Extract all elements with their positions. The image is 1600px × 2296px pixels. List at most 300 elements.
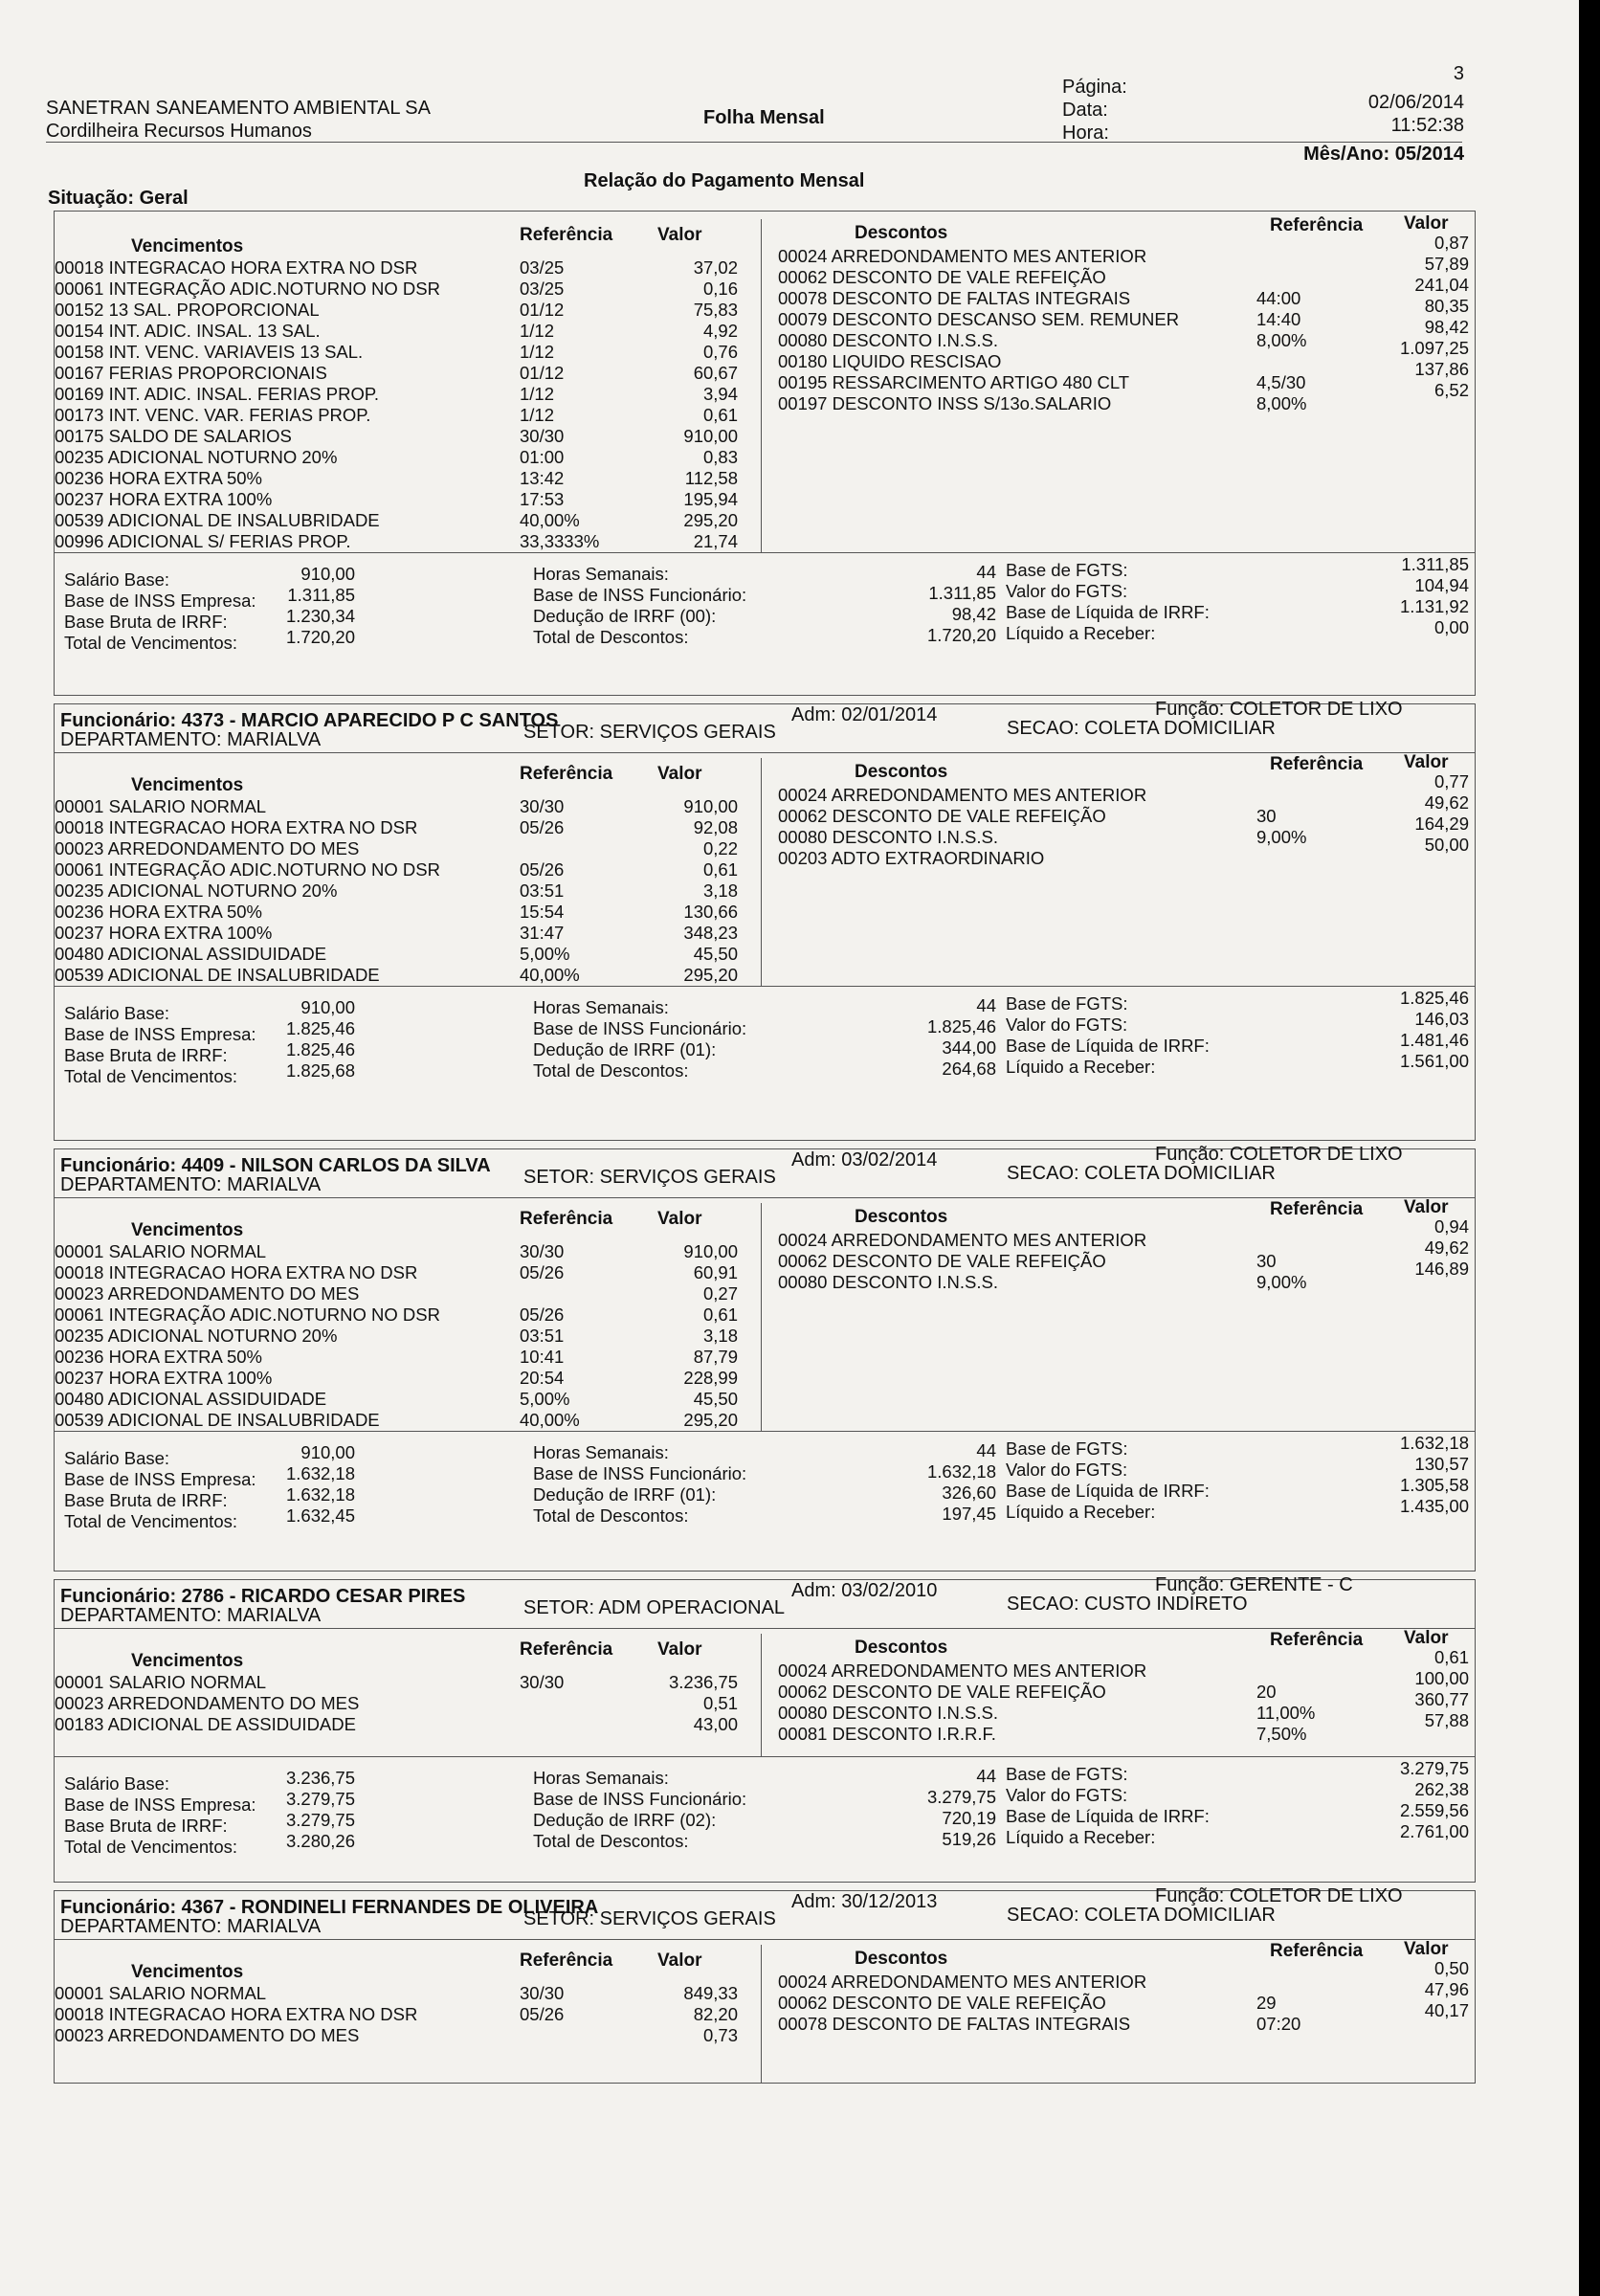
desconto-code: 00080 DESCONTO I.N.S.S.: [778, 330, 998, 350]
vencimento-ref: 05/26: [520, 1304, 565, 1325]
vencimento-value: 0,61: [702, 859, 738, 880]
payroll-section: [54, 699, 1476, 1141]
base-bruta-irrf-label: Base Bruta de IRRF:: [64, 612, 228, 632]
situation: Situação: Geral: [48, 188, 189, 209]
report-time: 11:52:38: [1390, 115, 1464, 136]
base-fgts-value: 1.825,46: [1399, 988, 1469, 1008]
base-liquida-irrf-value: 1.305,58: [1399, 1475, 1469, 1495]
employee-function: Função: GERENTE - C: [1155, 1574, 1353, 1595]
vencimentos-header: Vencimentos: [131, 1220, 244, 1240]
venc-ref-header: Referência: [520, 1950, 613, 1971]
deducao-irrf-value: 720,19: [942, 1808, 996, 1828]
vencimento-code: 00001 SALARIO NORMAL: [55, 1672, 267, 1692]
liquido-a-receber-value: 1.561,00: [1399, 1051, 1469, 1071]
vencimento-code: 00237 HORA EXTRA 100%: [55, 1368, 273, 1388]
vencimento-value: 0,76: [702, 342, 738, 362]
desconto-value: 57,89: [1424, 254, 1469, 274]
column-divider: [761, 219, 762, 552]
horas-semanais-value: 44: [976, 562, 996, 582]
vencimento-value: 92,08: [693, 817, 738, 837]
desconto-ref: 30: [1256, 806, 1277, 826]
employee-admission: Adm: 02/01/2014: [791, 704, 938, 725]
vencimento-code: 00023 ARREDONDAMENTO DO MES: [55, 1693, 360, 1713]
base-liquida-irrf-value: 1.131,92: [1399, 596, 1469, 616]
time-label: Hora:: [1062, 123, 1109, 144]
employee-function: Função: COLETOR DE LIXO: [1155, 1885, 1403, 1906]
vencimento-code: 00539 ADICIONAL DE INSALUBRIDADE: [55, 510, 380, 530]
venc-ref-header: Referência: [520, 1209, 613, 1229]
vencimento-value: 3,94: [702, 384, 738, 404]
vencimento-ref: 01/12: [520, 300, 565, 320]
vencimento-ref: 31:47: [520, 923, 565, 943]
vencimento-ref: 5,00%: [520, 1389, 570, 1409]
salario-base-value: 3.236,75: [285, 1768, 355, 1788]
employee-label: Funcionário: 4367 - RONDINELI FERNANDES DE OLIVEIRA: [60, 1897, 599, 1918]
base-fgts-value: 3.279,75: [1399, 1758, 1469, 1778]
vencimento-code: 00237 HORA EXTRA 100%: [55, 489, 273, 509]
vencimento-ref: 03/25: [520, 279, 565, 299]
vencimento-value: 21,74: [693, 531, 738, 551]
vencimento-code: 00235 ADICIONAL NOTURNO 20%: [55, 881, 338, 901]
descontos-header: Descontos: [855, 1949, 948, 1969]
vencimento-ref: 1/12: [520, 405, 555, 425]
desc-ref-header: Referência: [1270, 1199, 1364, 1219]
employee-setor: SETOR: SERVIÇOS GERAIS: [523, 1167, 776, 1188]
desconto-value: 6,52: [1433, 380, 1469, 400]
vencimento-value: 82,20: [693, 2004, 738, 2024]
liquido-a-receber-label: Líquido a Receber:: [1006, 1827, 1156, 1847]
vencimento-ref: 30/30: [520, 796, 565, 816]
venc-val-header: Valor: [657, 1209, 702, 1229]
valor-fgts-label: Valor do FGTS:: [1006, 581, 1128, 601]
base-fgts-label: Base de FGTS:: [1006, 1764, 1128, 1784]
base-liquida-irrf-label: Base de Líquida de IRRF:: [1006, 1036, 1210, 1056]
base-bruta-irrf-value: 1.632,18: [285, 1484, 355, 1505]
total-vencimentos-value: 1.720,20: [285, 627, 355, 647]
employee-admission: Adm: 03/02/2010: [791, 1580, 938, 1601]
vencimento-ref: 05/26: [520, 859, 565, 880]
desconto-value: 98,42: [1424, 317, 1469, 337]
descontos-header: Descontos: [855, 1207, 948, 1227]
vencimento-ref: 20:54: [520, 1368, 565, 1388]
vencimento-code: 00236 HORA EXTRA 50%: [55, 468, 262, 488]
vencimento-code: 00539 ADICIONAL DE INSALUBRIDADE: [55, 1410, 380, 1430]
desconto-ref: 8,00%: [1256, 393, 1307, 413]
desconto-code: 00024 ARREDONDAMENTO MES ANTERIOR: [778, 1972, 1147, 1992]
vencimento-ref: 13:42: [520, 468, 565, 488]
desconto-ref: 29: [1256, 1993, 1277, 2013]
desconto-value: 137,86: [1414, 359, 1469, 379]
valor-fgts-label: Valor do FGTS:: [1006, 1460, 1128, 1480]
desconto-ref: 44:00: [1256, 288, 1301, 308]
base-inss-empresa-value: 3.279,75: [285, 1789, 355, 1809]
total-descontos-label: Total de Descontos:: [533, 1060, 689, 1081]
vencimentos-header: Vencimentos: [131, 1651, 244, 1671]
date-label: Data:: [1062, 100, 1108, 121]
desc-ref-header: Referência: [1270, 1941, 1364, 1961]
deducao-irrf-value: 326,60: [942, 1482, 996, 1503]
vencimento-code: 00154 INT. ADIC. INSAL. 13 SAL.: [55, 321, 321, 341]
base-fgts-label: Base de FGTS:: [1006, 1438, 1128, 1459]
vencimento-ref: 03/25: [520, 257, 565, 278]
vencimento-ref: 1/12: [520, 342, 555, 362]
desconto-value: 80,35: [1424, 296, 1469, 316]
vencimento-value: 112,58: [684, 468, 738, 488]
period: Mês/Ano: 05/2014: [1303, 144, 1464, 165]
desconto-code: 00062 DESCONTO DE VALE REFEIÇÃO: [778, 1682, 1106, 1702]
vencimento-ref: 01:00: [520, 447, 565, 467]
section-header-divider: [55, 1197, 1475, 1198]
vencimento-value: 3.236,75: [668, 1672, 738, 1692]
valor-fgts-value: 130,57: [1414, 1454, 1469, 1474]
base-inss-funcionario-label: Base de INSS Funcionário:: [533, 585, 747, 605]
vencimentos-header: Vencimentos: [131, 236, 244, 256]
employee-department: DEPARTAMENTO: MARIALVA: [60, 1605, 322, 1626]
vencimento-ref: 03:51: [520, 1326, 565, 1346]
desconto-ref: 9,00%: [1256, 827, 1307, 847]
total-vencimentos-value: 1.632,45: [285, 1505, 355, 1526]
employee-label: Funcionário: 2786 - RICARDO CESAR PIRES: [60, 1586, 466, 1607]
vencimento-value: 849,33: [683, 1983, 738, 2003]
vencimento-code: 00001 SALARIO NORMAL: [55, 796, 267, 816]
vencimento-value: 130,66: [683, 902, 738, 922]
base-inss-funcionario-label: Base de INSS Funcionário:: [533, 1018, 747, 1038]
base-inss-funcionario-value: 3.279,75: [926, 1787, 996, 1807]
vencimento-code: 00018 INTEGRACAO HORA EXTRA NO DSR: [55, 1262, 418, 1282]
vencimento-value: 60,67: [693, 363, 738, 383]
descontos-header: Descontos: [855, 223, 948, 243]
vencimento-value: 75,83: [693, 300, 738, 320]
vencimento-ref: 15:54: [520, 902, 565, 922]
desconto-code: 00062 DESCONTO DE VALE REFEIÇÃO: [778, 1993, 1106, 2013]
base-inss-funcionario-value: 1.311,85: [928, 583, 996, 603]
valor-fgts-value: 104,94: [1414, 575, 1469, 595]
vencimento-value: 0,73: [702, 2025, 738, 2045]
descontos-header: Descontos: [855, 762, 948, 782]
employee-setor: SETOR: SERVIÇOS GERAIS: [523, 1908, 776, 1929]
desconto-ref: 20: [1256, 1682, 1277, 1702]
desconto-ref: 11,00%: [1256, 1703, 1316, 1723]
column-divider: [761, 1203, 762, 1431]
vencimento-value: 0,61: [702, 405, 738, 425]
vencimento-value: 348,23: [683, 923, 738, 943]
base-fgts-label: Base de FGTS:: [1006, 993, 1128, 1014]
vencimento-ref: 5,00%: [520, 944, 570, 964]
desc-val-header: Valor: [1404, 1197, 1449, 1217]
horas-semanais-label: Horas Semanais:: [533, 1768, 669, 1788]
vencimento-ref: 40,00%: [520, 1410, 580, 1430]
vencimento-code: 00061 INTEGRAÇÃO ADIC.NOTURNO NO DSR: [55, 859, 440, 880]
total-descontos-label: Total de Descontos:: [533, 1831, 689, 1851]
deducao-irrf-label: Dedução de IRRF (01):: [533, 1039, 717, 1059]
vencimento-code: 00480 ADICIONAL ASSIDUIDADE: [55, 944, 327, 964]
horas-semanais-value: 44: [976, 995, 996, 1015]
vencimento-ref: 40,00%: [520, 965, 580, 985]
salario-base-value: 910,00: [300, 1442, 355, 1462]
vencimento-value: 910,00: [683, 426, 738, 446]
desconto-value: 0,77: [1433, 771, 1469, 791]
desconto-value: 0,87: [1433, 233, 1469, 253]
employee-department: DEPARTAMENTO: MARIALVA: [60, 1174, 322, 1195]
employee-setor: SETOR: ADM OPERACIONAL: [523, 1597, 786, 1618]
vencimento-value: 43,00: [693, 1714, 738, 1734]
vencimento-code: 00023 ARREDONDAMENTO DO MES: [55, 1283, 360, 1304]
deducao-irrf-label: Dedução de IRRF (00):: [533, 606, 717, 626]
vencimento-code: 00061 INTEGRAÇÃO ADIC.NOTURNO NO DSR: [55, 1304, 440, 1325]
desconto-value: 47,96: [1424, 1979, 1469, 1999]
employee-secao: SECAO: COLETA DOMICILIAR: [1007, 1905, 1276, 1926]
vencimento-code: 00235 ADICIONAL NOTURNO 20%: [55, 1326, 338, 1346]
venc-val-header: Valor: [657, 1950, 702, 1971]
vencimento-value: 3,18: [702, 881, 738, 901]
venc-val-header: Valor: [657, 764, 702, 784]
desconto-value: 50,00: [1424, 835, 1469, 855]
desconto-code: 00197 DESCONTO INSS S/13o.SALARIO: [778, 393, 1112, 413]
payroll-section: [54, 1144, 1476, 1572]
base-inss-empresa-value: 1.825,46: [285, 1018, 355, 1038]
column-divider: [761, 1634, 762, 1756]
desconto-code: 00062 DESCONTO DE VALE REFEIÇÃO: [778, 806, 1106, 826]
vencimento-value: 87,79: [693, 1347, 738, 1367]
liquido-a-receber-label: Líquido a Receber:: [1006, 623, 1156, 643]
vencimento-value: 37,02: [693, 257, 738, 278]
desconto-code: 00079 DESCONTO DESCANSO SEM. REMUNER: [778, 309, 1180, 329]
desc-val-header: Valor: [1404, 752, 1449, 772]
vencimento-code: 00236 HORA EXTRA 50%: [55, 902, 262, 922]
vencimento-code: 00169 INT. ADIC. INSAL. FERIAS PROP.: [55, 384, 379, 404]
venc-val-header: Valor: [657, 225, 702, 245]
vencimento-code: 00175 SALDO DE SALARIOS: [55, 426, 292, 446]
vencimento-ref: 30/30: [520, 426, 565, 446]
salario-base-value: 910,00: [300, 997, 355, 1017]
base-inss-funcionario-value: 1.825,46: [926, 1016, 996, 1037]
total-descontos-label: Total de Descontos:: [533, 1505, 689, 1526]
desconto-value: 49,62: [1424, 1237, 1469, 1258]
horas-semanais-label: Horas Semanais:: [533, 564, 669, 584]
salario-base-label: Salário Base:: [64, 1773, 170, 1794]
desconto-code: 00078 DESCONTO DE FALTAS INTEGRAIS: [778, 288, 1131, 308]
desconto-value: 1.097,25: [1399, 338, 1469, 358]
totals-divider: [55, 1756, 1475, 1757]
vencimento-ref: 01/12: [520, 363, 565, 383]
desconto-value: 57,88: [1424, 1710, 1469, 1730]
payroll-section: [54, 1885, 1476, 2084]
company-name: SANETRAN SANEAMENTO AMBIENTAL SA: [46, 98, 431, 119]
vencimento-ref: 03:51: [520, 881, 565, 901]
desc-val-header: Valor: [1404, 1628, 1449, 1648]
vencimento-code: 00996 ADICIONAL S/ FERIAS PROP.: [55, 531, 351, 551]
employee-function: Função: COLETOR DE LIXO: [1155, 1144, 1403, 1165]
desconto-code: 00203 ADTO EXTRAORDINARIO: [778, 848, 1045, 868]
vencimento-code: 00023 ARREDONDAMENTO DO MES: [55, 2025, 360, 2045]
column-divider: [761, 1945, 762, 2083]
base-inss-empresa-label: Base de INSS Empresa:: [64, 1024, 256, 1044]
page-number: 3: [1453, 63, 1464, 84]
liquido-a-receber-value: 1.435,00: [1399, 1496, 1469, 1516]
desconto-code: 00024 ARREDONDAMENTO MES ANTERIOR: [778, 785, 1147, 805]
valor-fgts-label: Valor do FGTS:: [1006, 1785, 1128, 1805]
desconto-value: 0,50: [1433, 1958, 1469, 1978]
desc-ref-header: Referência: [1270, 754, 1364, 774]
desconto-value: 100,00: [1414, 1668, 1469, 1688]
base-liquida-irrf-value: 2.559,56: [1399, 1800, 1469, 1820]
desconto-ref: 14:40: [1256, 309, 1301, 329]
column-divider: [761, 758, 762, 986]
vencimento-value: 45,50: [693, 944, 738, 964]
totals-divider: [55, 986, 1475, 987]
desconto-value: 360,77: [1414, 1689, 1469, 1709]
horas-semanais-label: Horas Semanais:: [533, 1442, 669, 1462]
payroll-section: [54, 211, 1476, 696]
total-vencimentos-value: 1.825,68: [285, 1060, 355, 1081]
vencimento-code: 00023 ARREDONDAMENTO DO MES: [55, 838, 360, 858]
vencimento-code: 00001 SALARIO NORMAL: [55, 1241, 267, 1261]
employee-secao: SECAO: COLETA DOMICILIAR: [1007, 1163, 1276, 1184]
desconto-ref: 30: [1256, 1251, 1277, 1271]
employee-department: DEPARTAMENTO: MARIALVA: [60, 729, 322, 750]
deducao-irrf-value: 344,00: [942, 1037, 996, 1058]
total-descontos-value: 519,26: [942, 1829, 996, 1849]
desconto-code: 00062 DESCONTO DE VALE REFEIÇÃO: [778, 1251, 1106, 1271]
vencimento-ref: 10:41: [520, 1347, 565, 1367]
vencimento-ref: 30/30: [520, 1241, 565, 1261]
vencimento-code: 00018 INTEGRACAO HORA EXTRA NO DSR: [55, 817, 418, 837]
base-bruta-irrf-label: Base Bruta de IRRF:: [64, 1490, 228, 1510]
page-label: Página:: [1062, 77, 1127, 98]
vencimento-code: 00235 ADICIONAL NOTURNO 20%: [55, 447, 338, 467]
vencimento-ref: 17:53: [520, 489, 565, 509]
desconto-value: 164,29: [1414, 814, 1469, 834]
totals-divider: [55, 1431, 1475, 1432]
base-bruta-irrf-value: 1.230,34: [285, 606, 355, 626]
venc-ref-header: Referência: [520, 1639, 613, 1660]
vencimento-code: 00158 INT. VENC. VARIAVEIS 13 SAL.: [55, 342, 364, 362]
desconto-value: 241,04: [1414, 275, 1469, 295]
vencimento-value: 0,16: [702, 279, 738, 299]
deducao-irrf-label: Dedução de IRRF (01):: [533, 1484, 717, 1505]
desconto-code: 00024 ARREDONDAMENTO MES ANTERIOR: [778, 1230, 1147, 1250]
desc-val-header: Valor: [1404, 213, 1449, 234]
desconto-value: 146,89: [1414, 1259, 1469, 1279]
section-header-divider: [55, 1628, 1475, 1629]
vencimento-code: 00183 ADICIONAL DE ASSIDUIDADE: [55, 1714, 356, 1734]
desc-ref-header: Referência: [1270, 215, 1364, 235]
vencimento-ref: 05/26: [520, 817, 565, 837]
desconto-value: 49,62: [1424, 792, 1469, 813]
employee-admission: Adm: 30/12/2013: [791, 1891, 938, 1912]
vencimento-ref: 1/12: [520, 384, 555, 404]
vencimento-value: 910,00: [683, 1241, 738, 1261]
vencimento-ref: 40,00%: [520, 510, 580, 530]
total-descontos-value: 197,45: [942, 1504, 996, 1524]
base-inss-funcionario-value: 1.632,18: [926, 1461, 996, 1482]
vencimento-ref: 30/30: [520, 1672, 565, 1692]
report-subtitle: Relação do Pagamento Mensal: [584, 170, 865, 191]
horas-semanais-label: Horas Semanais:: [533, 997, 669, 1017]
section-header-divider: [55, 752, 1475, 753]
vencimento-code: 00001 SALARIO NORMAL: [55, 1983, 267, 2003]
desconto-code: 00024 ARREDONDAMENTO MES ANTERIOR: [778, 246, 1147, 266]
base-inss-empresa-label: Base de INSS Empresa:: [64, 1469, 256, 1489]
vencimento-value: 295,20: [683, 510, 738, 530]
vencimento-value: 0,51: [702, 1693, 738, 1713]
desconto-code: 00078 DESCONTO DE FALTAS INTEGRAIS: [778, 2014, 1131, 2034]
total-vencimentos-label: Total de Vencimentos:: [64, 1066, 237, 1086]
base-inss-empresa-label: Base de INSS Empresa:: [64, 591, 256, 611]
vencimento-code: 00173 INT. VENC. VAR. FERIAS PROP.: [55, 405, 371, 425]
base-bruta-irrf-label: Base Bruta de IRRF:: [64, 1816, 228, 1836]
vencimento-code: 00167 FERIAS PROPORCIONAIS: [55, 363, 327, 383]
report-date: 02/06/2014: [1367, 92, 1464, 113]
desconto-code: 00180 LIQUIDO RESCISAO: [778, 351, 1002, 371]
base-inss-empresa-label: Base de INSS Empresa:: [64, 1794, 256, 1815]
liquido-a-receber-label: Líquido a Receber:: [1006, 1057, 1156, 1077]
liquido-a-receber-value: 2.761,00: [1399, 1821, 1469, 1841]
venc-val-header: Valor: [657, 1639, 702, 1660]
horas-semanais-value: 44: [976, 1766, 996, 1786]
base-fgts-label: Base de FGTS:: [1006, 560, 1128, 580]
valor-fgts-label: Valor do FGTS:: [1006, 1014, 1128, 1035]
total-vencimentos-value: 3.280,26: [285, 1831, 355, 1851]
desconto-code: 00062 DESCONTO DE VALE REFEIÇÃO: [778, 267, 1106, 287]
base-liquida-irrf-value: 1.481,46: [1399, 1030, 1469, 1050]
employee-label: Funcionário: 4409 - NILSON CARLOS DA SILVA: [60, 1155, 491, 1176]
vencimento-value: 295,20: [683, 1410, 738, 1430]
desconto-ref: 8,00%: [1256, 330, 1307, 350]
deducao-irrf-value: 98,42: [951, 604, 996, 624]
vencimentos-header: Vencimentos: [131, 1962, 244, 1982]
vencimento-value: 4,92: [702, 321, 738, 341]
base-fgts-value: 1.632,18: [1399, 1433, 1469, 1453]
vencimento-ref: 05/26: [520, 1262, 565, 1282]
vencimento-code: 00152 13 SAL. PROPORCIONAL: [55, 300, 320, 320]
vencimento-value: 0,61: [702, 1304, 738, 1325]
vencimento-value: 3,18: [702, 1326, 738, 1346]
venc-ref-header: Referência: [520, 225, 613, 245]
vencimento-ref: 1/12: [520, 321, 555, 341]
vencimento-value: 0,22: [702, 838, 738, 858]
employee-function: Função: COLETOR DE LIXO: [1155, 699, 1403, 720]
section-header-divider: [55, 1939, 1475, 1940]
employee-admission: Adm: 03/02/2014: [791, 1149, 938, 1170]
vencimento-value: 910,00: [683, 796, 738, 816]
deducao-irrf-label: Dedução de IRRF (02):: [533, 1810, 717, 1830]
employee-setor: SETOR: SERVIÇOS GERAIS: [523, 722, 776, 743]
totals-divider: [55, 552, 1475, 553]
base-inss-empresa-value: 1.632,18: [285, 1463, 355, 1483]
liquido-a-receber-value: 0,00: [1433, 617, 1469, 637]
total-descontos-label: Total de Descontos:: [533, 627, 689, 647]
desconto-value: 0,94: [1433, 1216, 1469, 1237]
employee-secao: SECAO: COLETA DOMICILIAR: [1007, 718, 1276, 739]
vencimento-value: 195,94: [683, 489, 738, 509]
salario-base-label: Salário Base:: [64, 1448, 170, 1468]
vencimento-code: 00237 HORA EXTRA 100%: [55, 923, 273, 943]
desconto-code: 00024 ARREDONDAMENTO MES ANTERIOR: [778, 1661, 1147, 1681]
base-bruta-irrf-value: 3.279,75: [285, 1810, 355, 1830]
base-liquida-irrf-label: Base de Líquida de IRRF:: [1006, 602, 1210, 622]
report-title: Folha Mensal: [703, 107, 825, 128]
payroll-section: [54, 1574, 1476, 1883]
total-vencimentos-label: Total de Vencimentos:: [64, 1837, 237, 1857]
total-descontos-value: 1.720,20: [926, 625, 996, 645]
base-bruta-irrf-value: 1.825,46: [285, 1039, 355, 1059]
desconto-code: 00080 DESCONTO I.N.S.S.: [778, 1703, 998, 1723]
vencimento-value: 0,83: [702, 447, 738, 467]
base-liquida-irrf-label: Base de Líquida de IRRF:: [1006, 1481, 1210, 1501]
vencimento-ref: 05/26: [520, 2004, 565, 2024]
employee-secao: SECAO: CUSTO INDIRETO: [1007, 1594, 1248, 1615]
